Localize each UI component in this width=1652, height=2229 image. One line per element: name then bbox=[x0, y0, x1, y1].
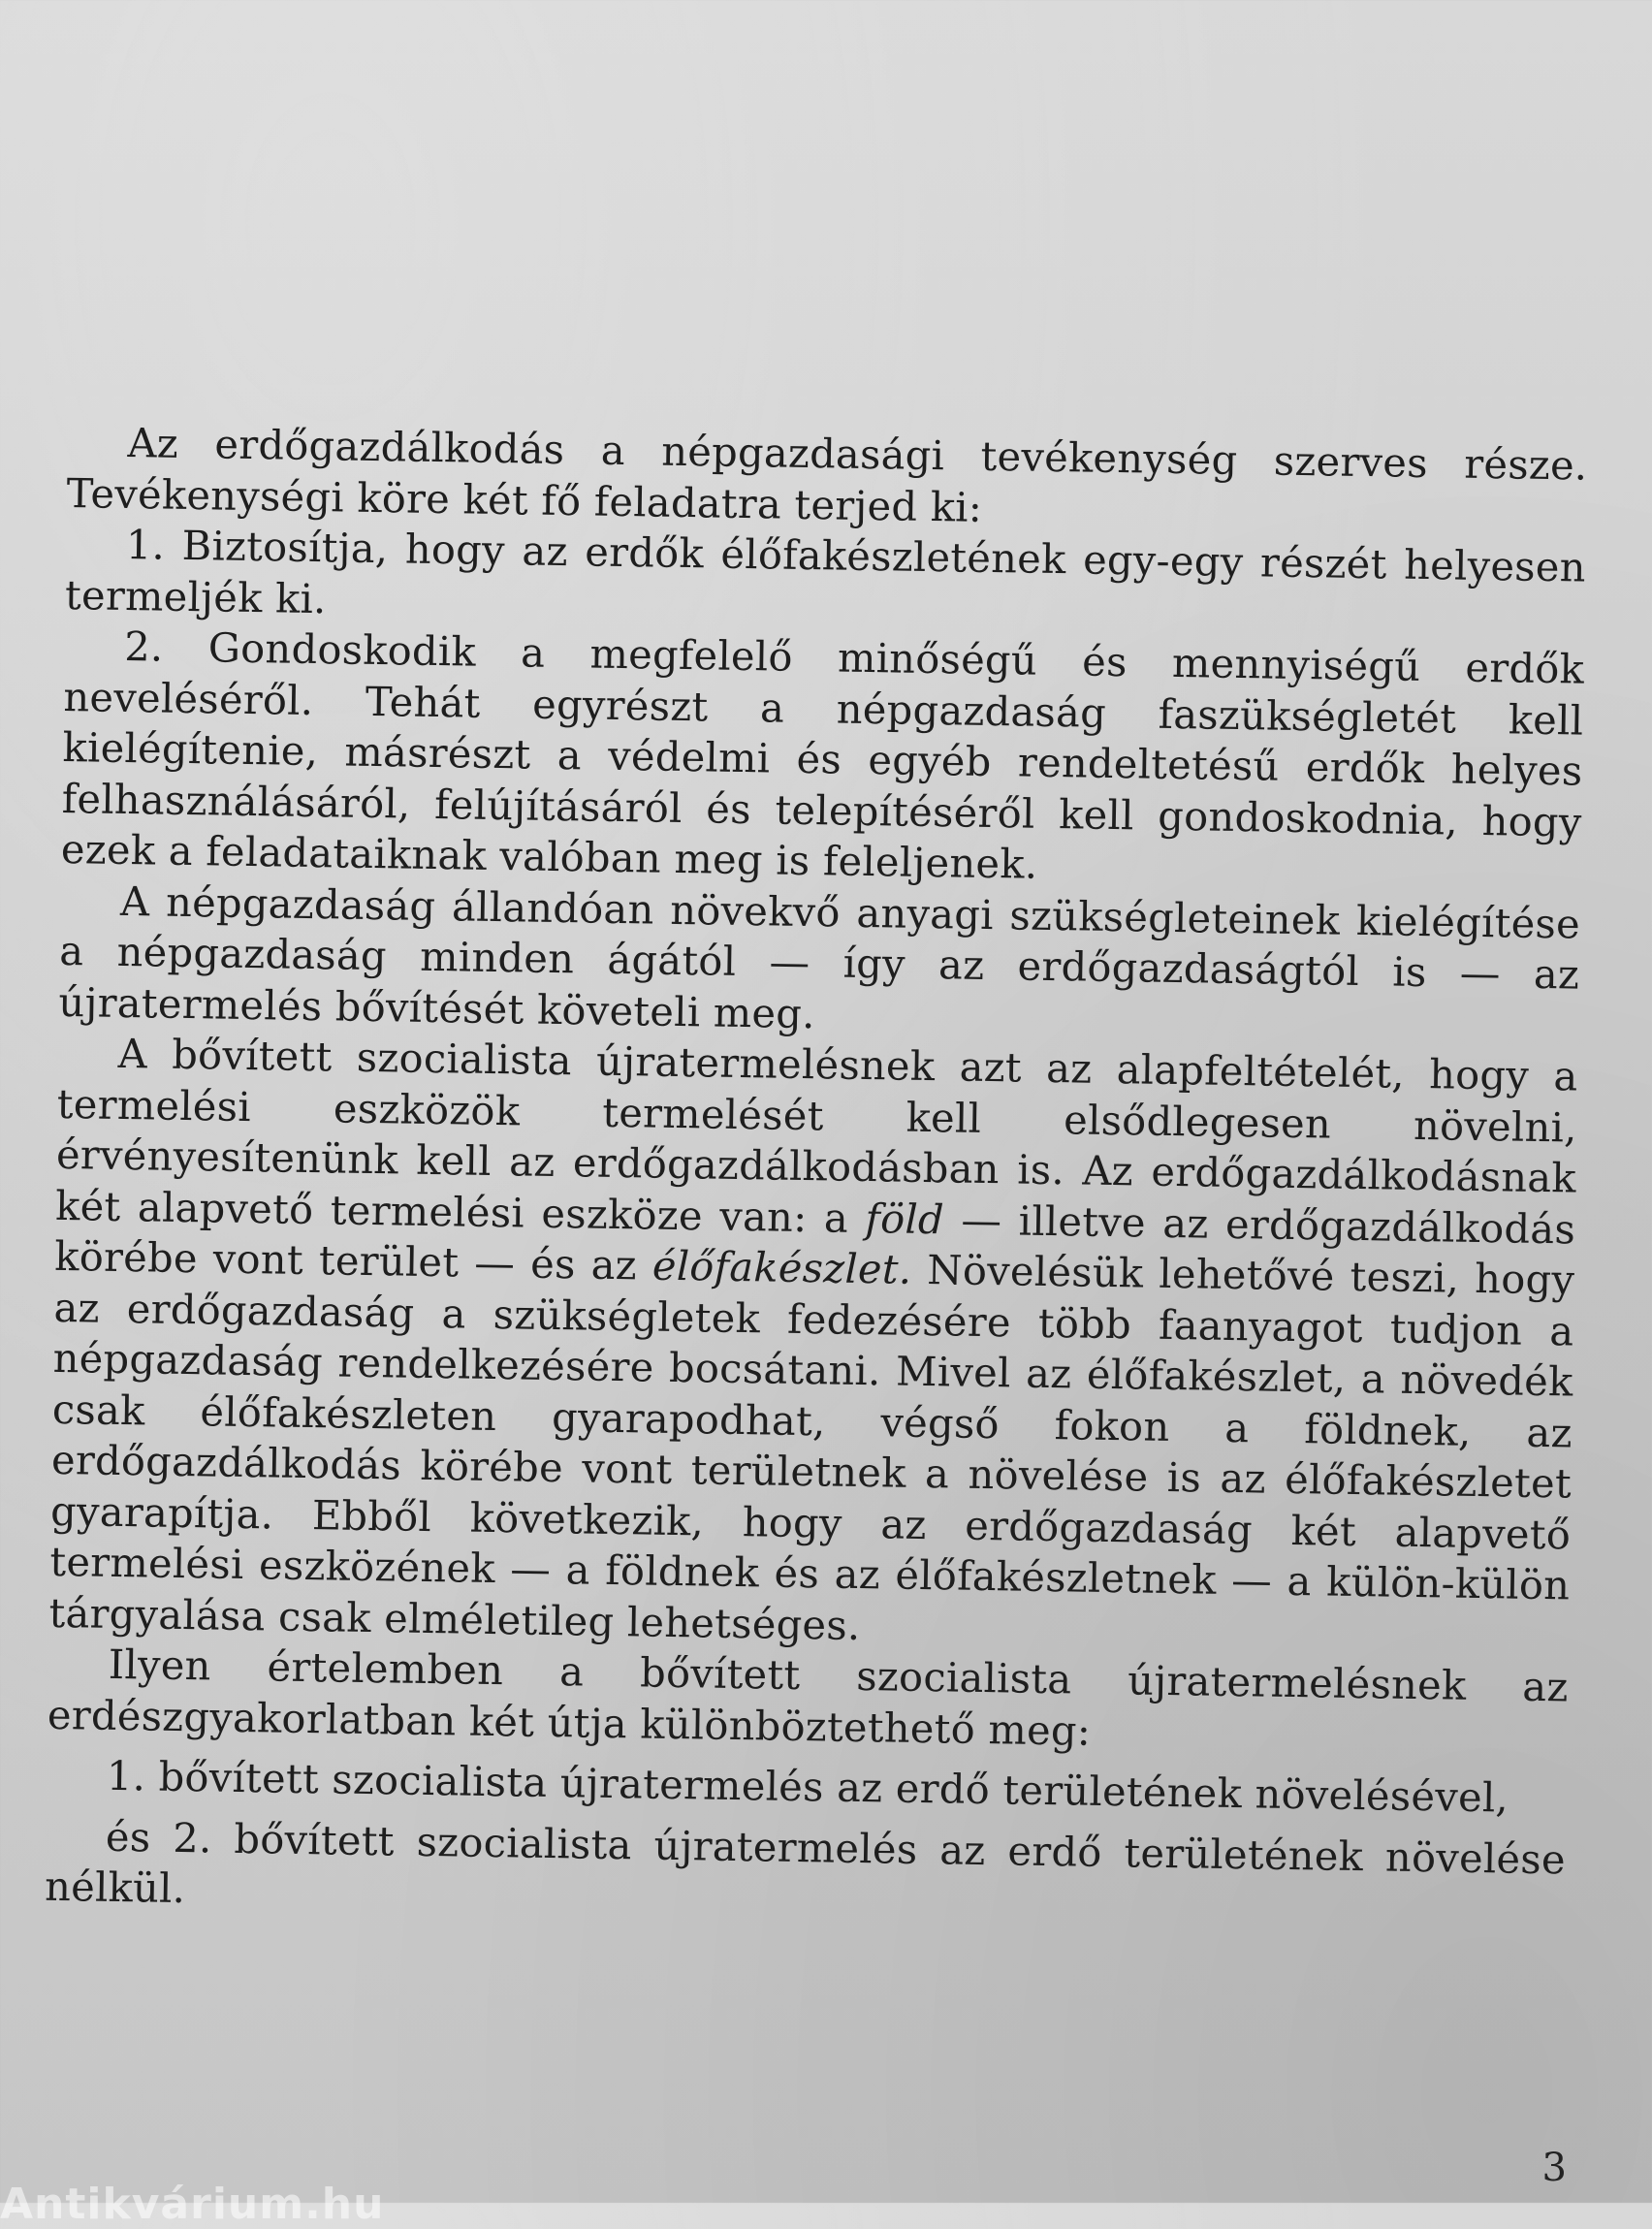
paragraph-two-ways: Ilyen értelemben a bővített szocialista újratermelésnek az erdészgyakorlatban két útja különböztethető meg: bbox=[47, 1640, 1569, 1755]
way-item-1: 1. bővített szocialista újratermelés az erdő területének növelésével, bbox=[106, 1751, 1509, 1822]
paragraph-text: A bővített szocialista újratermelésnek azt az alapfeltételét, hogy a termelési eszközök termelését kell elsődlegesen növelni, érvényesítenünk kell az erdőgazdálkodásban is. Az erdőgazdálkodásnak két alapvető termelési eszköze van: a bbox=[54, 1029, 1578, 1242]
paragraph-text: Növelésük lehetővé teszi, hogy az erdőgazdaság a szükségletek fedezésére több faanyagot tudjon a népgazdaság rendelkezésére bocsátani. Mivel az élőfakészlet, a növedék csak élőfakészleten gyarapodhat, végső fokon a földnek, az erdőgazdálkodás körébe vont területnek a növelése is az élőfakészletet gyarapítja. Ebből következik, hogy az erdőgazdaság két alapvető termelési eszközének — a földnek és az élőfakészletnek — a külön-külön tárgyalása csak elméletileg lehetséges. bbox=[48, 1245, 1575, 1649]
italic-term-fold: föld bbox=[865, 1194, 945, 1243]
watermark: Antikvárium.hu bbox=[0, 2180, 385, 2229]
way-item-2: és 2. bővített szocialista újratermelés az erdő területének növelése nélkül. bbox=[44, 1812, 1567, 1913]
list-item-2: 2. Gondoskodik a megfelelő minőségű és mennyiségű erdők neveléséről. Tehát egyrészt a népgazdaság faszükségletét kell kielégítenie, másrészt a védelmi és egyéb rendeltetésű erdők helyes felhasználásáról, felújításáról és telepítéséről kell gondoskodnia, hogy ezek a feladataiknak valóban meg is feleljenek. bbox=[60, 621, 1585, 888]
italic-term-elofakeszlet: élőfakészlet. bbox=[651, 1241, 912, 1293]
paragraph-reproduction bbox=[48, 1028, 1578, 1663]
paragraph-text: — illetve az erdőgazdálkodás körébe vont terület — és az bbox=[54, 1194, 1576, 1290]
paragraph-intro: Az erdőgazdálkodás a népgazdasági tevékenység szerves része. Tevékenységi köre két fő feladatra terjed ki: bbox=[66, 418, 1588, 531]
paragraph-growth: A népgazdaság állandóan növekvő anyagi szükségleteinek kielégítése a népgazdaság minden ágától — így az erdőgazdaságtól is — az újratermelés bővítését követeli meg. bbox=[58, 876, 1581, 1037]
list-item-1: 1. Biztosítja, hogy az erdők élőfakészletének egy-egy részét helyesen termeljék ki. bbox=[64, 520, 1587, 622]
body-text bbox=[45, 417, 1588, 1936]
page-number: 3 bbox=[1541, 2146, 1567, 2190]
